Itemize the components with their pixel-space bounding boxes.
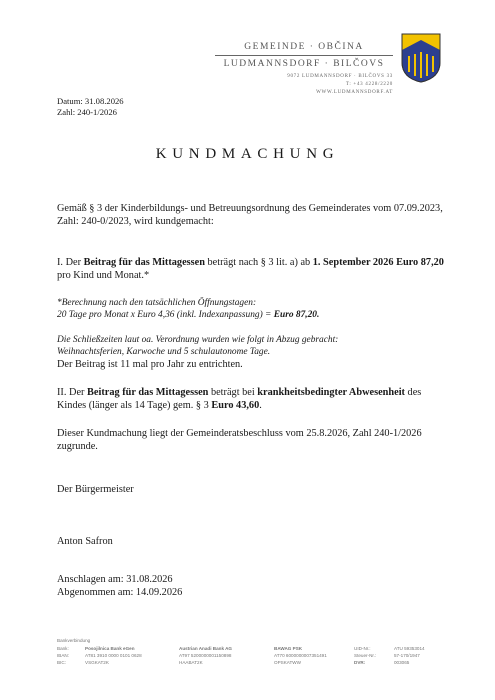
address-line: 9072 LUDMANNSDORF · BILČOVS 33 (287, 74, 393, 79)
s2-text: . (259, 400, 262, 411)
footer-bank1: AT81 3910 0000 0101 0628 (85, 653, 142, 658)
letterhead-rule (215, 55, 393, 56)
s2-text: beträgt bei (208, 387, 258, 398)
note1-bold: Euro 87,20. (273, 309, 320, 320)
footer-label: Bank: (57, 646, 69, 651)
footer-bank3: BAWAG PSK (274, 646, 303, 651)
s2-bold: Euro 43,60 (211, 400, 260, 411)
note2-line2: Weihnachtsferien, Karwoche und 5 schulautonome Tage. (57, 346, 271, 357)
footer-bank1: VSGKAT2K (85, 660, 109, 665)
closure-note (57, 335, 452, 371)
closing-text: Dieser Kundmachung liegt der Gemeinderatsbeschluss vom 25.8.2026, Zahl 240-1/2026 zugrunde. (57, 428, 422, 452)
footer-key: Steuer-Nr.: (354, 653, 377, 658)
footer-key: DVR: (354, 660, 366, 665)
footer-row (57, 652, 467, 659)
s1-text: pro Kind und Monat.* (57, 270, 150, 281)
footer-key: UID-Nr.: (354, 646, 371, 651)
closing-paragraph (57, 427, 452, 453)
signature-name: Anton Safron (57, 536, 113, 547)
footer-bank2: Austrian Anadi Bank AG (179, 646, 233, 651)
web-line: WWW.LUDMANNSDORF.AT (316, 90, 393, 95)
posted-date: Anschlagen am: 31.08.2026 (57, 574, 173, 585)
note1-line2: 20 Tage pro Monat x Euro 4,36 (inkl. Indexanpassung) = (57, 309, 274, 320)
footer-bank1: Posojilnica Bank eGen (85, 646, 135, 651)
footer-row (57, 659, 467, 666)
s1-text: I. Der (57, 257, 84, 268)
footer-value: 003065 (394, 660, 410, 665)
letterhead (215, 42, 393, 97)
phone-line: T: +43 4228/2220 (345, 82, 393, 87)
footer-heading: Bankverbindung (57, 638, 91, 643)
s1-bold: Beitrag für das Mittagessen (83, 257, 205, 268)
s1-bold: 1. September 2026 Euro 87,20 (312, 257, 444, 268)
s2-text: des Kindes (länger als 14 Tage) gem. § 3 (57, 387, 422, 411)
s2-bold: krankheitsbedingter Abwesenheit (257, 387, 405, 398)
footer-bank3: OPSKATWW (274, 660, 301, 665)
letterhead-address (215, 73, 393, 97)
document-title: KUNDMACHUNG (155, 146, 340, 162)
removed-date: Abgenommen am: 14.09.2026 (57, 587, 183, 598)
section-2 (57, 386, 452, 412)
footer-value: 57-170/1947 (394, 653, 420, 658)
section-1 (57, 256, 452, 282)
footer-row (57, 645, 467, 652)
s2-bold: Beitrag für das Mittagessen (87, 387, 209, 398)
footer-label: BIC: (57, 660, 66, 665)
document-date: Datum: 31.08.2026 (57, 96, 124, 106)
footer-bank3: AT70 6000000007351491 (274, 653, 327, 658)
signature-title: Der Bürgermeister (57, 484, 134, 495)
intro-text: Gemäß § 3 der Kinderbildungs- und Betreuungsordnung des Gemeinderates vom 07.09.2023, Zahl: 240-0/2023, wird kundgemacht: (57, 203, 443, 227)
note1-line1: *Berechnung nach den tatsächlichen Öffnungstagen: (57, 298, 257, 308)
calculation-note (57, 298, 452, 321)
footer-label: IBAN: (57, 653, 69, 658)
letterhead-line1: GEMEINDE · OBČINA (244, 42, 364, 52)
letterhead-line2: LUDMANNSDORF · BILČOVS (223, 59, 385, 69)
footer-bank2: HAABAT2K (179, 660, 203, 665)
bank-footer (57, 637, 467, 666)
s1-text: beträgt nach § 3 lit. a) ab (204, 257, 313, 268)
posting-dates (57, 573, 452, 599)
note2-plain: Der Beitrag ist 11 mal pro Jahr zu entrichten. (57, 359, 243, 370)
coat-of-arms-icon (400, 32, 442, 84)
document-meta (57, 96, 124, 117)
s2-text: II. Der (57, 387, 88, 398)
footer-value: ATU 59353014 (394, 646, 425, 651)
document-number: Zahl: 240-1/2026 (57, 106, 117, 117)
note2-line1: Die Schließzeiten laut oa. Verordnung wurden wie folgt in Abzug gebracht: (57, 335, 339, 345)
intro-paragraph (57, 202, 452, 228)
footer-bank2: AT97 5200000001150898 (179, 653, 232, 658)
